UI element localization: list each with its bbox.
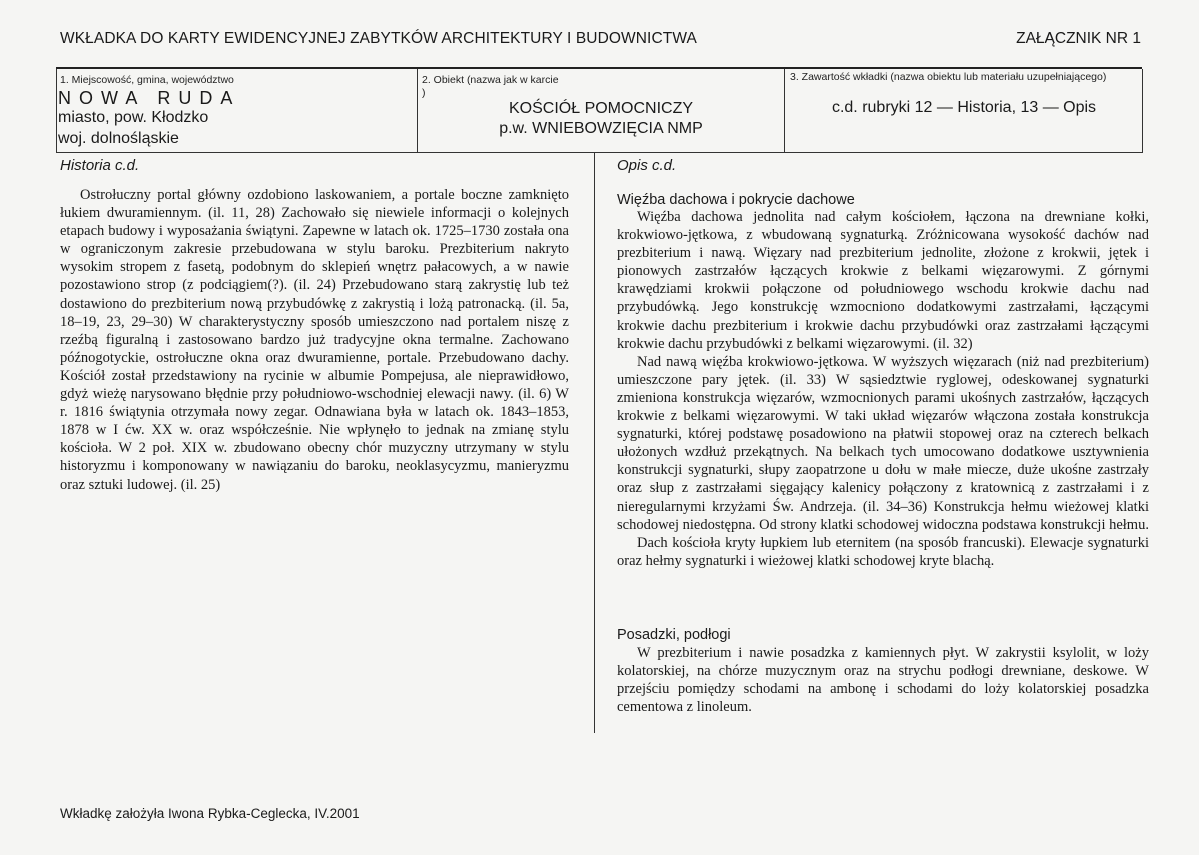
field-divider-2 bbox=[784, 69, 785, 152]
district: miasto, pow. Kłodzko bbox=[58, 109, 209, 126]
roof-truss-heading: Więźba dachowa i pokrycie dachowe bbox=[617, 192, 855, 208]
history-heading: Historia c.d. bbox=[60, 157, 140, 174]
header-rule bbox=[56, 67, 1142, 69]
floors-paragraph: W prezbiterium i nawie posadzka z kamiennych płyt. W zakrystii ksylolit, w loży kolatorskiej, na chórze muzycznym oraz na strychu podłogi drewniane, deskowe. W przejściu pomiędzy schodami na ambonę i schodami do loży kolatorskiej posadzka cementowa z linoleum. bbox=[617, 645, 1149, 716]
document-title: WKŁADKA DO KARTY EWIDENCYJNEJ ZABYTKÓW ARCHITEKTURY I BUDOWNICTWA bbox=[60, 30, 697, 47]
floors-heading: Posadzki, podłogi bbox=[617, 627, 731, 643]
contents-value: c.d. rubryki 12 — Historia, 13 — Opis bbox=[831, 99, 1097, 116]
author-note: Wkładkę założyła Iwona Rybka-Ceglecka, IV.2001 bbox=[60, 806, 360, 821]
field-border-right bbox=[1142, 69, 1143, 152]
attachment-number: ZAŁĄCZNIK NR 1 bbox=[1016, 30, 1141, 47]
town-name: NOWA RUDA bbox=[58, 88, 241, 108]
contents-label: 3. Zawartość wkładki (nazwa obiektu lub materiału uzupełniającego) bbox=[790, 71, 1107, 83]
location-label: 1. Miejscowość, gmina, województwo bbox=[60, 74, 234, 86]
voivodeship: woj. dolnośląskie bbox=[58, 130, 179, 147]
field-bottom-rule bbox=[56, 152, 1143, 153]
object-label: 2. Obiekt (nazwa jak w karcie bbox=[422, 74, 559, 86]
object-name-line-2: p.w. WNIEBOWZIĘCIA NMP bbox=[499, 120, 703, 137]
field-border-left bbox=[56, 69, 57, 152]
floors-text-block bbox=[617, 644, 1149, 716]
roof-paragraph-1: Więźba dachowa jednolita nad całym kościołem, łączona na drewniane kołki, krokwiowo-jętkowa, z wbudowaną sygnaturką. Zróżnicowana wysokość dachów nad prezbiterium i nawą. Więzary nad prezbiterium jednolite, złożone z krokwii, jętek i pionowych zastrzałów łączących krokwie z belkami więzarowymi. Z górnymi krawędziami krokwii połączone od południowego wschodu krokwie dachu nad przybudówką. Jego konstrukcję wzmocniono dodatkowymi zastrzałami, łączącymi krokwie dachu prezbiterium i krokwie dachu przybudówki oraz zastrzałami łączącymi krokwie dachu przybudówki z belkami więzarowymi. (il. 32) bbox=[617, 209, 1149, 352]
history-paragraph: Ostrołuczny portal główny ozdobiono laskowaniem, a portale boczne zamknięto łukiem dwuramiennym. (il. 11, 28) Zachowało się niewiele informacji o kolejnych etapach budowy i wyposażania świątyni. Zapewne w latach ok. 1725–1730 została ona w ograniczonym zakresie przebudowana w stylu baroku. Prezbiterium nakryto wysokim stropem z fasetą, podobnym do sklepień wnętrz pałacowych, a w nawie pozostawiono strop (z podciągiem(?). (il. 24) Przebudowano starą zakrystię lub też dostawiono do prezbiterium nową przybudówkę z zakrystią i lożą patronacką. (il. 5a, 18–19, 23, 29–30) W charakterystyczny sposób umieszczono nad portalem niszę z rzeźbą figuralną i zastosowano bardzo już tradycyjne okna termalne. Zachowano późnogotyckie, ostrołuczne okna oraz dwuramienne, portale. Przebudowano dachy. Kościół został przedstawiony na rycinie w albumie Pompejusa, ale nieprawidłowo, gdyż wieżę narysowano błędnie przy południowo-wschodniej elewacji nawy. (il. 6) W r. 1816 świątynia otrzymała nowy zegar. Odnawiana była w latach ok. 1843–1853, 1878 w I ćw. XX w. oraz współcześnie. Nie wpłynęło to jednak na zmianę stylu kościoła. W 2 poł. XIX w. zbudowano obecny chór muzyczny utrzymany w stylu historyzmu i komponowany w nawiązaniu do baroku, neoklasycyzmu, manieryzmu oraz sztuki ludowej. (il. 25) bbox=[60, 187, 569, 493]
roof-paragraph-3: Dach kościoła kryty łupkiem lub eternitem (na sposób francuski). Elewacje sygnaturki oraz hełmy sygnaturki i wieżowej klatki schodowej kryte blachą. bbox=[617, 534, 1149, 569]
object-name-line-1: KOŚCIÓŁ POMOCNICZY bbox=[508, 100, 694, 117]
column-divider bbox=[594, 152, 595, 733]
roof-paragraph-2: Nad nawą więźba krokwiowo-jętkowa. W wyższych więzarach (niż nad prezbiterium) umieszczone pary jętek. (il. 33) W sąsiedztwie ryglowej, odeskowanej sygnaturki zmieniona konstrukcja więzarów, wzmocnionych parami ukośnych zastrzałów, łączących krokwie z belkami więzarowymi. W taki układ więzarów włączona została konstrukcja sygnaturki, której podstawę posadowiono na płatwii stopowej oraz na czterech belkach ułożonych wzdłuż przekątnych. Na belkach tych umocowano dodatkowe usztywnienia konstrukcji sygnaturki, słupy zaopatrzone u dołu w małe miecze, duże ukośne zastrzały oraz słup z zastrzałami sięgający kalenicy połączony z kratownicą z zastrzałami i z nieregularnymi krzyżami Św. Andrzeja. (il. 34–36) Konstrukcja hełmu wieżowej klatki schodowej niedostępna. Od strony klatki schodowej widoczna podstawa konstrukcji hełmu. bbox=[617, 353, 1149, 533]
object-label-continued: ) bbox=[422, 87, 426, 99]
roof-text-block bbox=[617, 208, 1149, 570]
history-text-block bbox=[60, 186, 569, 494]
description-heading: Opis c.d. bbox=[617, 157, 677, 174]
